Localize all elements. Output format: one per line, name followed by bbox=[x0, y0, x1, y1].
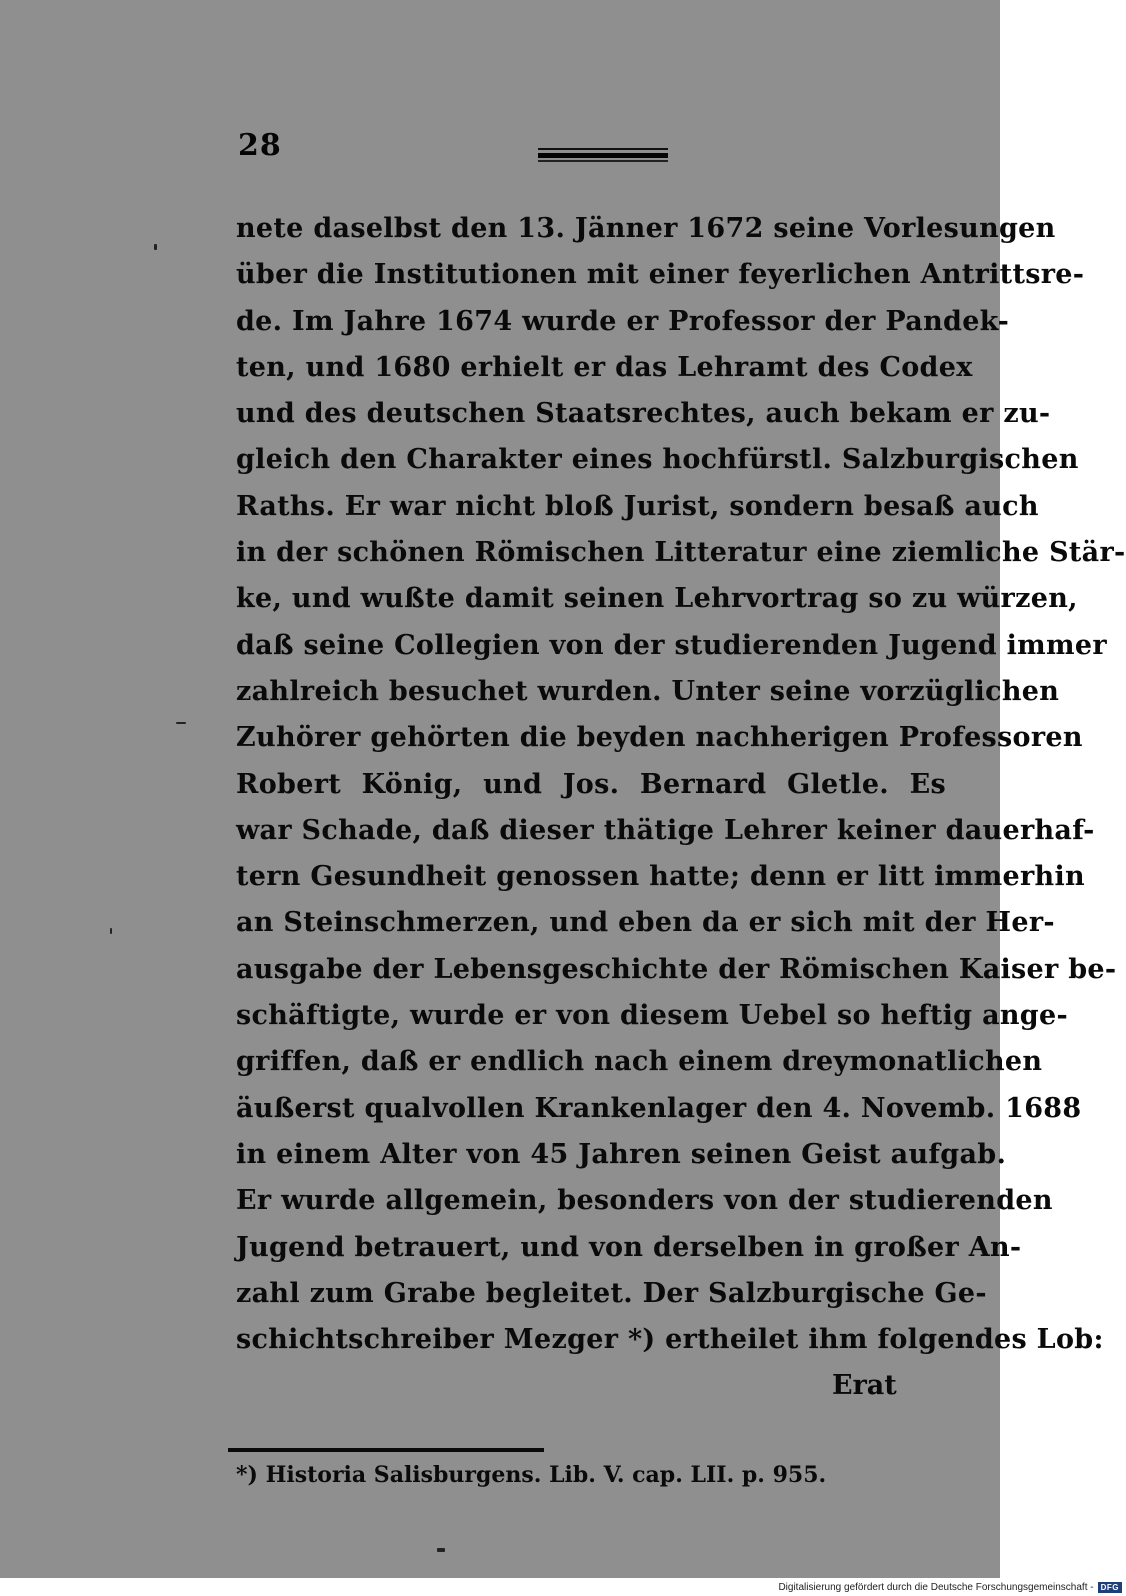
scan-speck bbox=[437, 1548, 445, 1552]
text-line: ausgabe der Lebensgeschichte der Römischen Kaiser be- bbox=[236, 953, 1117, 985]
text-line: daß seine Collegien von der studierenden Jugend immer bbox=[236, 629, 1107, 661]
text-line: gleich den Charakter eines hochfürstl. Salzburgischen bbox=[236, 444, 1079, 476]
catchword: Erat bbox=[832, 1370, 897, 1401]
text-line: Raths. Er war nicht bloß Jurist, sondern besaß auch bbox=[236, 490, 1039, 522]
text-line: über die Institutionen mit einer feyerlichen Antrittsre- bbox=[236, 259, 1085, 291]
text-line: ten, und 1680 erhielt er das Lehramt des Codex bbox=[236, 351, 973, 383]
text-line: an Steinschmerzen, und eben da er sich mit der Her- bbox=[236, 907, 1055, 939]
header-rule-thin-top bbox=[538, 148, 668, 150]
text-line: war Schade, daß dieser thätige Lehrer keiner dauerhaf- bbox=[236, 814, 1095, 846]
dfg-logo: DFG bbox=[1098, 1582, 1122, 1593]
text-line: nete daselbst den 13. Jänner 1672 seine Vorlesungen bbox=[236, 213, 1056, 244]
scan-speck bbox=[154, 244, 157, 250]
body-text bbox=[236, 206, 1126, 1363]
header-rule-thin-bottom bbox=[538, 160, 668, 162]
text-line: tern Gesundheit genossen hatte; denn er litt immerhin bbox=[236, 861, 1085, 893]
credit-text: Digitalisierung gefördert durch die Deutsche Forschungsgemeinschaft - bbox=[778, 1581, 1094, 1593]
text-line: Zuhörer gehörten die beyden nachherigen Professoren bbox=[236, 722, 1083, 754]
text-line: in einem Alter von 45 Jahren seinen Geist aufgab. bbox=[236, 1138, 1007, 1170]
digitization-credit bbox=[778, 1580, 1122, 1594]
header-rule-thick bbox=[538, 153, 668, 158]
page-number: 28 bbox=[238, 128, 282, 163]
text-line: zahlreich besuchet wurden. Unter seine vorzüglichen bbox=[236, 675, 1060, 707]
text-line: Er wurde allgemein, besonders von der studierenden bbox=[236, 1185, 1053, 1217]
text-line: de. Im Jahre 1674 wurde er Professor der Pandek- bbox=[236, 305, 1010, 337]
text-line: äußerst qualvollen Krankenlager den 4. Novemb. 1688 bbox=[236, 1092, 1082, 1124]
footnote-rule bbox=[228, 1448, 544, 1452]
text-line: in der schönen Römischen Litteratur eine ziemliche Stär- bbox=[236, 537, 1126, 569]
scan-speck bbox=[176, 722, 186, 724]
footnote: *) Historia Salisburgens. Lib. V. cap. LII. p. 955. bbox=[236, 1462, 827, 1488]
text-line: und des deutschen Staatsrechtes, auch bekam er zu- bbox=[236, 398, 1051, 430]
header-ornament-rule bbox=[538, 148, 668, 162]
text-line: ke, und wußte damit seinen Lehrvortrag so zu würzen, bbox=[236, 583, 1078, 615]
text-line: Robert König, und Jos. Bernard Gletle. Es bbox=[236, 768, 946, 800]
text-line: Jugend betrauert, und von derselben in großer An- bbox=[236, 1231, 1022, 1263]
text-line: griffen, daß er endlich nach einem dreymonatlichen bbox=[236, 1046, 1043, 1078]
text-line: zahl zum Grabe begleitet. Der Salzburgische Ge- bbox=[236, 1277, 987, 1309]
scan-speck bbox=[110, 928, 112, 934]
text-line: schichtschreiber Mezger *) ertheilet ihm folgendes Lob: bbox=[236, 1324, 1104, 1356]
text-line: schäftigte, wurde er von diesem Uebel so heftig ange- bbox=[236, 1000, 1068, 1032]
